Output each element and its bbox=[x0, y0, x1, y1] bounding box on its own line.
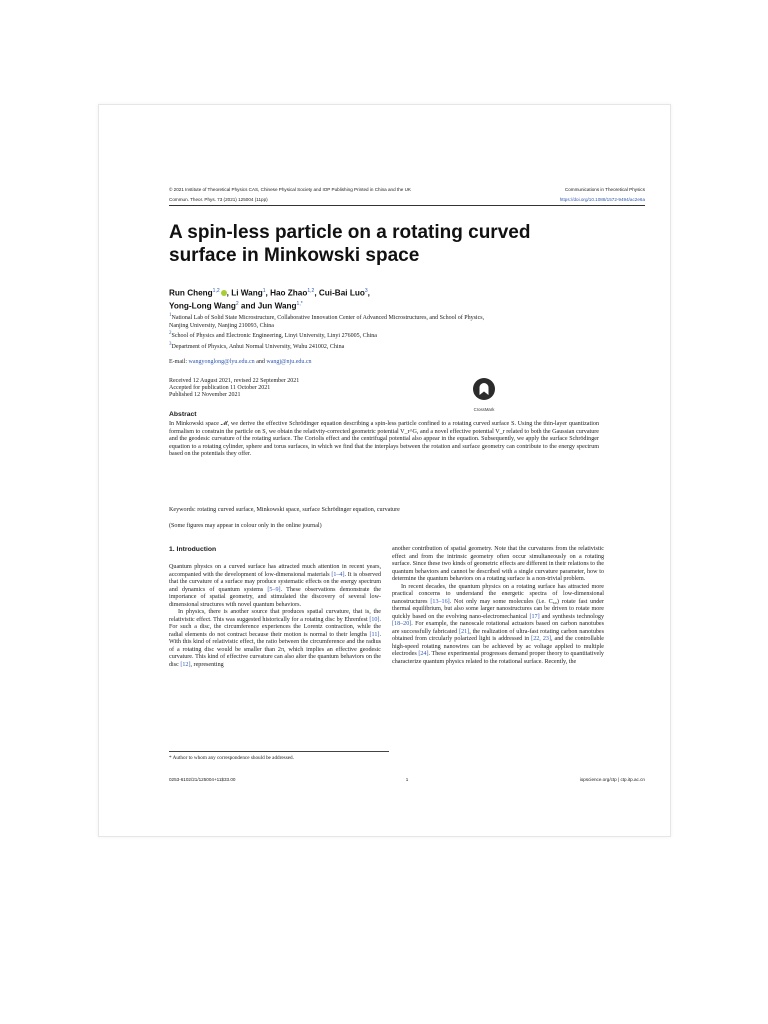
citation-link[interactable]: [21] bbox=[459, 628, 470, 635]
crossmark-label: CrossMark bbox=[473, 407, 495, 412]
author-name[interactable]: Yong-Long Wang bbox=[169, 301, 236, 311]
email-label: E-mail: bbox=[169, 359, 189, 365]
citation-link[interactable]: [1–4] bbox=[331, 571, 345, 578]
copyright-notice: © 2021 Institute of Theoretical Physics CAS, Chinese Physical Society and IOP Publishing Printed in China and the UK bbox=[169, 187, 411, 192]
email-link[interactable]: wangj@nju.edu.cn bbox=[266, 359, 312, 365]
affiliation-sup: 2 bbox=[169, 331, 172, 336]
affiliation-text: School of Physics and Electronic Engineering, Linyi University, Linyi 276005, China bbox=[171, 333, 377, 339]
abstract-text: In Minkowski space 𝓜, we derive the effective Schrödinger equation describing a spin-less particle confined to a rotating curved surface S. Using the thin-layer quantization formalism to constrain the particle on S, we obtain the relativity-corrected geometric potential V_r^G, and a novel effective potential V_r related to both the Gaussian curvature and the geodesic curvature of the rotating surface. The Coriolis effect and the centrifugal potential also appear in the equation. Subsequently, we apply the surface Schrödinger equation to a rotating cylinder, sphere and torus surfaces, in which we find that the interplays between the rotation and surface geometry can contribute to the energy spectrum based on the potentials they offer. bbox=[169, 421, 599, 457]
header-rule bbox=[169, 205, 645, 206]
page-footer bbox=[169, 777, 645, 783]
author-sep: , bbox=[367, 288, 370, 298]
intro-right-column bbox=[392, 546, 604, 666]
paper-page bbox=[98, 104, 671, 837]
citation-link[interactable]: [10] bbox=[369, 616, 380, 623]
doi-link[interactable]: https://doi.org/10.1088/1572-9494/ac2e6a bbox=[559, 197, 645, 202]
affiliation-sup: 3 bbox=[169, 341, 172, 347]
author-list bbox=[169, 286, 589, 311]
affiliation-sup: 1 bbox=[169, 313, 172, 318]
author-name[interactable]: Run Cheng bbox=[169, 288, 213, 298]
author-name[interactable]: Li Wang bbox=[231, 288, 263, 298]
colour-note: (Some figures may appear in colour only in the online journal) bbox=[169, 523, 322, 529]
publication-dates bbox=[169, 378, 299, 400]
author-name[interactable]: Cui-Bai Luo bbox=[318, 288, 365, 298]
citation-link[interactable]: [22, 23] bbox=[531, 636, 551, 642]
affiliation-text: National Lab of Solid State Microstructure, Collaborative Innovation Center of Advanced Microstructures, and School of Physics, Nanjing University, Nanjing 210093, China bbox=[169, 315, 485, 329]
issn-code: 0253-6102/21/125004+11$33.00 bbox=[169, 777, 236, 782]
email-link[interactable]: wangyonglong@lyu.edu.cn bbox=[188, 359, 255, 365]
author-affil-sup: 3 bbox=[364, 288, 368, 294]
footnote-rule bbox=[169, 751, 389, 752]
citation-link[interactable]: [17] bbox=[529, 613, 540, 620]
email-and: and bbox=[254, 359, 267, 365]
affiliations bbox=[169, 312, 489, 351]
citation: Commun. Theor. Phys. 73 (2021) 125004 (11pp) bbox=[169, 197, 268, 202]
keywords: Keywords: rotating curved surface, Minkowski space, surface Schrödinger equation, curvature bbox=[169, 507, 400, 513]
author-affil-sup: 1,2 bbox=[307, 288, 315, 294]
author-name[interactable]: Jun Wang bbox=[257, 301, 297, 311]
intro-paragraph: another contribution of spatial geometry. Note that the curvatures from the relativistic effect and from the intrinsic geometry often occur simultaneously on a rotating surface. Since these two kinds of geometric effects are different in their relations to the quantum behaviors and cannot be described with a single curvature parameter, how to determine the quantum behaviors on a rotating surface is a non-trivial problem. bbox=[392, 546, 604, 582]
date-received: Received 12 August 2021, revised 22 September 2021 bbox=[169, 378, 300, 384]
date-accepted: Accepted for publication 11 October 2021 bbox=[169, 385, 271, 392]
header-line-2 bbox=[169, 197, 645, 203]
header-line-1 bbox=[169, 187, 645, 193]
citation-link[interactable]: [12] bbox=[180, 661, 191, 668]
author-and: and bbox=[238, 301, 258, 311]
journal-sites[interactable]: iopscience.org/ctp | ctp.itp.ac.cn bbox=[579, 777, 645, 782]
author-affil-sup: 1,* bbox=[296, 300, 303, 307]
crossmark-icon bbox=[472, 377, 496, 401]
citation-link[interactable]: [13–16] bbox=[430, 598, 450, 605]
affiliation-text: Department of Physics, Anhui Normal University, Wuhu 241002, China bbox=[171, 343, 345, 350]
date-published: Published 12 November 2021 bbox=[169, 392, 241, 399]
intro-paragraph: In recent decades, the quantum physics on a rotating surface has attracted more practical concerns to understand the energetic spectra of low-dimensional nanostructures [13–16]. Not only may some molecules (i.e. C₆₀) rotate fast under thermal equilibrium, but also some larger nanostructures can be driven to rotate more quickly based on the evolving nano-electromechanical [17] and synthesis technology [18–20]. For example, the nanoscale rotational actuators based on carbon nanotubes are successfully fabricated [21], the realization of ultra-fast rotating carbon nanotubes obtained from circularly polarized light is addressed in [22, 23], and the controllable high-speed rotating nanowires can be achieved by ac voltage applied to multiple electrodes [24]. These experimental progresses demand proper theory to quantitatively characterize quantum physics related to the rotational surface. Recently, the bbox=[392, 583, 605, 665]
affiliation-3 bbox=[169, 341, 489, 352]
author-affil-sup: 1 bbox=[262, 288, 266, 294]
author-affil-sup: 1,2 bbox=[212, 288, 220, 294]
crossmark-badge[interactable] bbox=[467, 377, 501, 412]
citation-link[interactable]: [18–20] bbox=[392, 621, 412, 627]
citation-link[interactable]: [11] bbox=[369, 631, 380, 638]
intro-paragraph: In physics, there is another source that produces spatial curvature, that is, the relativistic effect. This was suggested historically for a rotating disc by Ehrenfest [10]. For such a disc, the circumference experiences the Lorentz contraction, while the radial elements do not contract because their motion is normal to their lengths [11]. With this kind of relativistic effect, the ratio between the circumference and the radius of a rotating disc would be smaller than 2π, which implies an effective geodesic curvature. This kind of effective curvature can also alter the quantum behaviors on the disc [12], representing bbox=[169, 609, 381, 668]
author-sep: , bbox=[314, 288, 319, 298]
intro-left-column bbox=[169, 564, 381, 669]
intro-paragraph: Quantum physics on a curved surface has attracted much attention in recent years, accompanied with the development of low-dimensional materials [1–4]. It is observed that the curvature of a surface may produce systematic effects on the energy spectrum and dynamics of quantum systems [5–9]. These observations demonstrate the importance of spatial geometry, and stimulated the discovery of several low-dimensional structures with novel quantum behaviors. bbox=[169, 564, 381, 608]
paper-title: A spin-less particle on a rotating curved surface in Minkowski space bbox=[169, 222, 531, 266]
abstract-body bbox=[169, 421, 599, 459]
section-heading: 1. Introduction bbox=[169, 546, 217, 553]
abstract-heading: Abstract bbox=[169, 411, 197, 418]
author-sep: , bbox=[226, 288, 232, 298]
citation-link[interactable]: [24] bbox=[418, 651, 429, 657]
citation-link[interactable]: [5–9] bbox=[267, 586, 281, 593]
footnote: * Author to whom any correspondence should be addressed. bbox=[169, 755, 294, 761]
page-number: 1 bbox=[405, 777, 409, 782]
author-name[interactable]: Hao Zhao bbox=[270, 288, 308, 298]
author-sep: , bbox=[265, 288, 271, 298]
affiliation-2 bbox=[169, 330, 489, 341]
author-affil-sup: 2 bbox=[235, 300, 239, 307]
affiliation-1 bbox=[169, 312, 489, 330]
email-line bbox=[169, 359, 312, 367]
journal-name: Communications in Theoretical Physics bbox=[564, 187, 645, 192]
